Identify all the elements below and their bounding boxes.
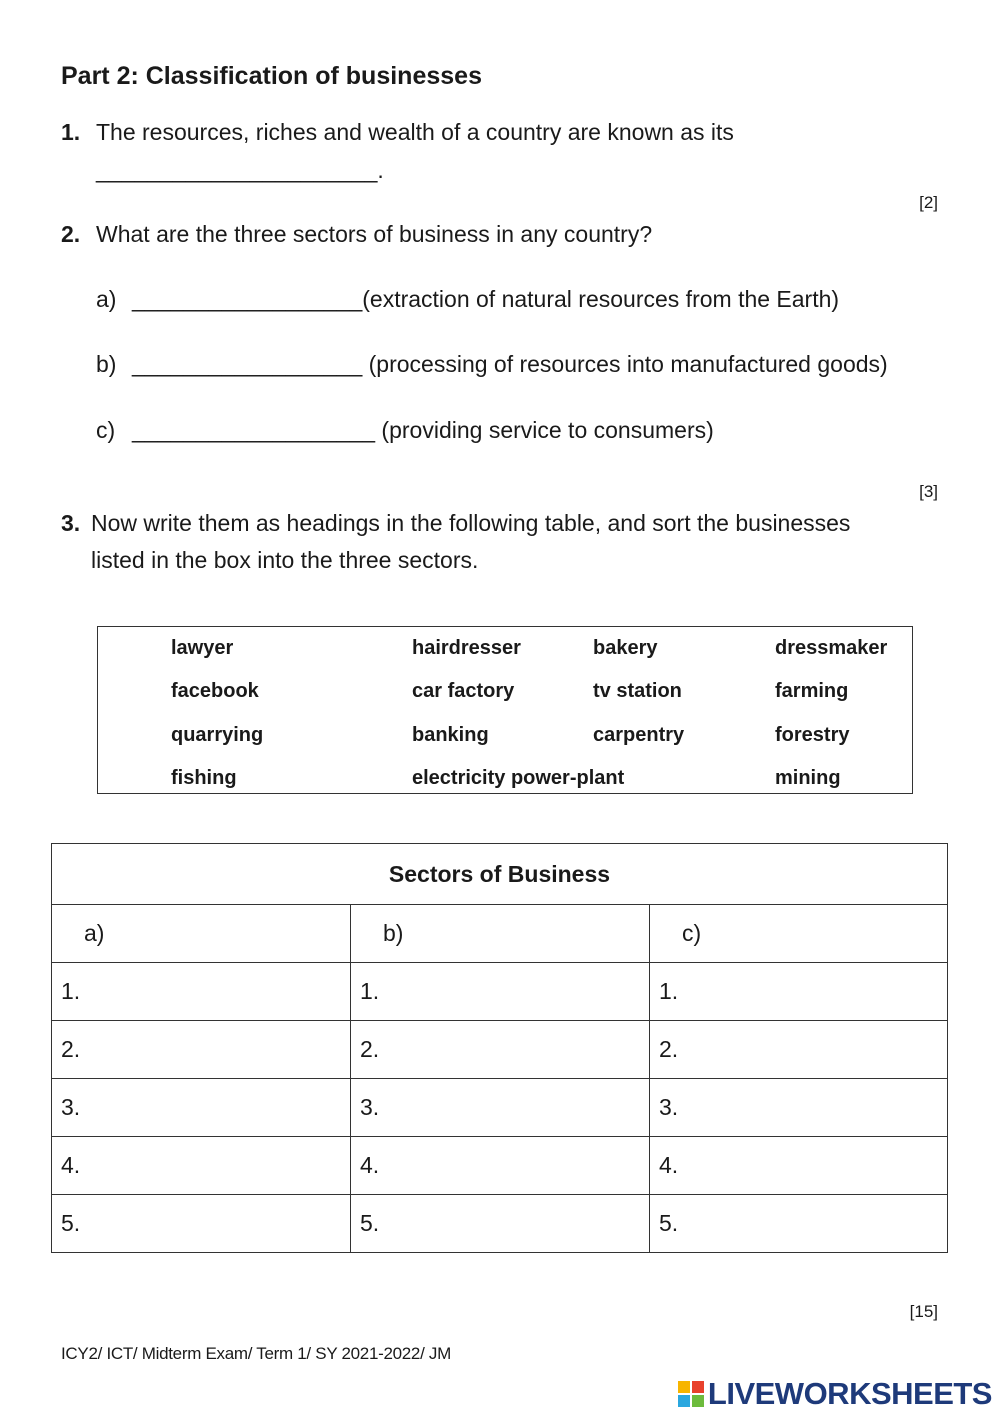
item-text: __________________(extraction of natural resources from the Earth)	[132, 286, 840, 312]
question-text: The resources, riches and wealth of a country are known as its	[96, 119, 734, 145]
table-cell[interactable]: 4.	[52, 1137, 351, 1195]
table-cell[interactable]: 3.	[52, 1079, 351, 1137]
word-item[interactable]: hairdresser	[412, 637, 521, 659]
sectors-table	[51, 843, 948, 1253]
question-2	[61, 216, 652, 253]
column-header-a[interactable]: a)	[52, 905, 351, 963]
column-header-b[interactable]: b)	[351, 905, 650, 963]
question-number: 3.	[61, 510, 81, 536]
item-text: __________________ (processing of resources into manufactured goods)	[132, 351, 888, 377]
item-label: c)	[96, 417, 116, 443]
sector-item-b[interactable]	[96, 351, 888, 378]
question-number: 2.	[61, 221, 81, 247]
table-cell[interactable]: 3.	[650, 1079, 948, 1137]
table-cell[interactable]: 5.	[650, 1195, 948, 1253]
word-item[interactable]: mining	[775, 767, 841, 789]
question-text: What are the three sectors of business in any country?	[96, 221, 653, 247]
question-number: 1.	[61, 119, 81, 145]
table-cell[interactable]: 5.	[351, 1195, 650, 1253]
sector-item-c[interactable]	[96, 417, 714, 444]
word-item[interactable]: forestry	[775, 724, 850, 746]
word-item[interactable]: fishing	[171, 767, 237, 789]
table-row	[52, 963, 948, 1021]
word-item[interactable]: farming	[775, 680, 849, 702]
table-row	[52, 1021, 948, 1079]
sector-item-a[interactable]	[96, 286, 839, 313]
brand-logo[interactable]	[678, 1376, 992, 1412]
question-1	[61, 114, 734, 151]
word-item[interactable]: bakery	[593, 637, 658, 659]
total-marks: [15]	[909, 1302, 938, 1321]
page-title: Part 2: Classification of businesses	[61, 62, 482, 90]
table-cell[interactable]: 4.	[650, 1137, 948, 1195]
table-cell[interactable]: 5.	[52, 1195, 351, 1253]
table-cell[interactable]: 2.	[52, 1021, 351, 1079]
table-cell[interactable]: 1.	[52, 963, 351, 1021]
word-item[interactable]: carpentry	[593, 724, 685, 746]
table-cell[interactable]: 1.	[351, 963, 650, 1021]
word-item[interactable]: quarrying	[171, 724, 264, 746]
question-3	[61, 505, 850, 542]
word-item[interactable]: lawyer	[171, 637, 234, 659]
table-cell[interactable]: 3.	[351, 1079, 650, 1137]
table-title: Sectors of Business	[52, 844, 948, 905]
table-row	[52, 1137, 948, 1195]
word-item[interactable]: dressmaker	[775, 637, 888, 659]
liveworksheets-logo-icon	[678, 1381, 704, 1407]
marks-label: [2]	[919, 193, 938, 212]
table-cell[interactable]: 2.	[650, 1021, 948, 1079]
brand-name: LIVEWORKSHEETS	[707, 1376, 992, 1411]
item-label: a)	[96, 286, 117, 312]
question-text-line2: listed in the box into the three sectors.	[91, 547, 479, 573]
word-item[interactable]: car factory	[412, 680, 515, 702]
question-text: Now write them as headings in the following table, and sort the businesses	[91, 510, 851, 536]
column-header-c[interactable]: c)	[650, 905, 948, 963]
table-row	[52, 1079, 948, 1137]
item-text: ___________________ (providing service to consumers)	[132, 417, 714, 443]
table-cell[interactable]: 1.	[650, 963, 948, 1021]
footer-text: ICY2/ ICT/ Midterm Exam/ Term 1/ SY 2021-2022/ JM	[61, 1344, 451, 1363]
table-cell[interactable]: 4.	[351, 1137, 650, 1195]
marks-label: [3]	[919, 482, 938, 501]
word-item[interactable]: tv station	[593, 680, 682, 702]
word-box	[97, 626, 913, 794]
word-item[interactable]: facebook	[171, 680, 259, 702]
table-row	[52, 1195, 948, 1253]
table-cell[interactable]: 2.	[351, 1021, 650, 1079]
answer-blank-1[interactable]: ______________________.	[96, 157, 384, 183]
word-item[interactable]: banking	[412, 724, 489, 746]
word-item[interactable]: electricity power-plant	[412, 767, 625, 789]
item-label: b)	[96, 351, 117, 377]
